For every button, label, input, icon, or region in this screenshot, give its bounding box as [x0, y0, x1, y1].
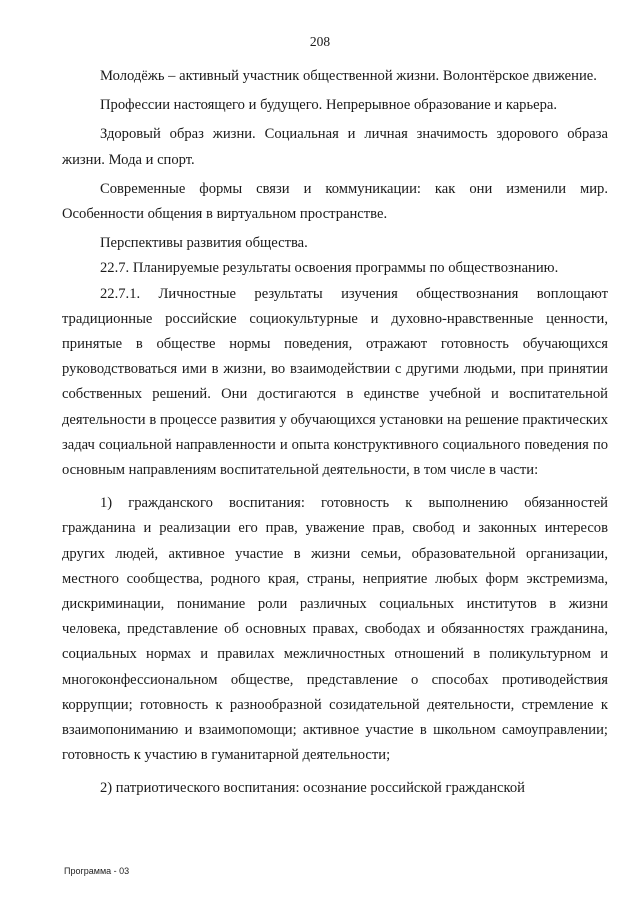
section-heading-22-7: 22.7. Планируемые результаты освоения программы по обществознанию.	[100, 260, 559, 277]
paragraph-healthy-lifestyle: Здоровый образ жизни. Социальная и личная значимость здорового образа жизни. Мода и спорт.	[62, 126, 608, 168]
page-footer: Программа - 03	[64, 866, 130, 876]
paragraph-perspectives: Перспективы развития общества.	[100, 235, 308, 252]
paragraph-youth: Молодёжь – активный участник общественной жизни. Волонтёрское движение.	[100, 68, 597, 84]
paragraph-communication: Современные формы связи и коммуникации: как они изменили мир. Особенности общения в виртуальном пространстве.	[62, 180, 608, 223]
paragraph-patriotic-education: 2) патриотического воспитания: осознание российской гражданской	[100, 780, 525, 797]
paragraph-professions: Профессии настоящего и будущего. Непрерывное образование и карьера.	[100, 97, 558, 114]
paragraph-civic-education: 1) гражданского воспитания: готовность к выполнению обязанностей гражданина и реализации его прав, уважение прав, свобод и законных интересов других людей, активное участие в жизни семьи, образовательной организации, местного сообщества, родного края, страны, неприятие любых форм экстремизма, дискриминации, понимание роли различных социальных институтов в жизни человека, представление об основных правах, свободах и обязанностях гражданина, социальных нормах и правилах межличностных отношений в поликультурном и многоконфессиональном обществе, представление о способах противодействия коррупции; готовность к разнообразной созидательной деятельности, стремление к взаимопониманию и взаимопомощи; активное участие в школьном самоуправлении; готовность к участию в гуманитарной деятельности;	[62, 495, 608, 764]
page-content	[62, 64, 608, 802]
paragraph-personal-results: 22.7.1. Личностные результаты изучения обществознания воплощают традиционные российские социокультурные и духовно-нравственные ценности, принятые в обществе нормы поведения, отражают готовность обучающихся руководствоваться ими в жизни, во взаимодействии с другими людьми, при принятии собственных решений. Они достигаются в единстве учебной и воспитательной деятельности в процессе развития у обучающихся установки на решение практических задач социальной направленности и опыта конструктивного социального поведения по основным направлениям воспитательной деятельности, в том числе в части:	[62, 285, 608, 479]
page-number: 208	[309, 34, 331, 49]
